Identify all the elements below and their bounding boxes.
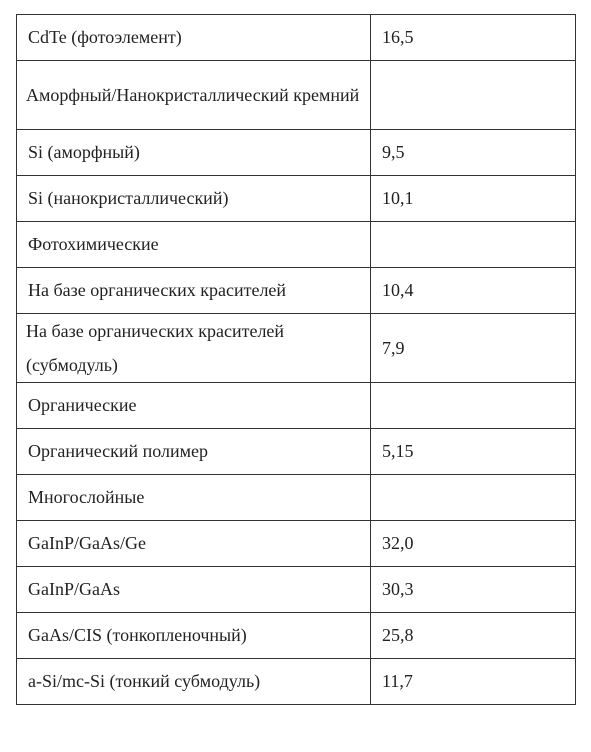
table-row	[17, 222, 576, 268]
value-cell	[371, 475, 576, 521]
material-cell: Si (аморфный)	[17, 130, 371, 176]
material-cell: На базе органических красителей (субмодуль)	[17, 314, 371, 383]
material-cell: a-Si/mc-Si (тонкий субмодуль)	[17, 659, 371, 705]
table-row	[17, 176, 576, 222]
value-cell	[371, 222, 576, 268]
value-cell: 30,3	[371, 567, 576, 613]
table-row	[17, 613, 576, 659]
material-cell: CdTe (фотоэлемент)	[17, 15, 371, 61]
value-cell: 25,8	[371, 613, 576, 659]
table-row	[17, 268, 576, 314]
category-cell: Многослойные	[17, 475, 371, 521]
value-cell: 10,1	[371, 176, 576, 222]
table-row	[17, 130, 576, 176]
material-cell: GaInP/GaAs/Ge	[17, 521, 371, 567]
material-cell: Органический полимер	[17, 429, 371, 475]
table-row	[17, 567, 576, 613]
value-cell: 7,9	[371, 314, 576, 383]
value-cell: 32,0	[371, 521, 576, 567]
value-cell: 10,4	[371, 268, 576, 314]
value-cell: 11,7	[371, 659, 576, 705]
table-row	[17, 429, 576, 475]
material-cell: На базе органических красителей	[17, 268, 371, 314]
value-cell: 9,5	[371, 130, 576, 176]
table-row	[17, 314, 576, 383]
value-cell	[371, 61, 576, 130]
table-row	[17, 475, 576, 521]
value-cell: 5,15	[371, 429, 576, 475]
table-row	[17, 521, 576, 567]
value-cell	[371, 383, 576, 429]
table-row	[17, 383, 576, 429]
material-cell: Si (нанокристаллический)	[17, 176, 371, 222]
category-cell: Органические	[17, 383, 371, 429]
value-cell: 16,5	[371, 15, 576, 61]
material-cell: GaInP/GaAs	[17, 567, 371, 613]
table-row	[17, 15, 576, 61]
table-row	[17, 61, 576, 130]
material-cell: GaAs/CIS (тонкопленочный)	[17, 613, 371, 659]
category-cell: Аморфный/Нанокристаллический кремний	[17, 61, 371, 130]
efficiency-table	[16, 14, 576, 705]
table-row	[17, 659, 576, 705]
category-cell: Фотохимические	[17, 222, 371, 268]
